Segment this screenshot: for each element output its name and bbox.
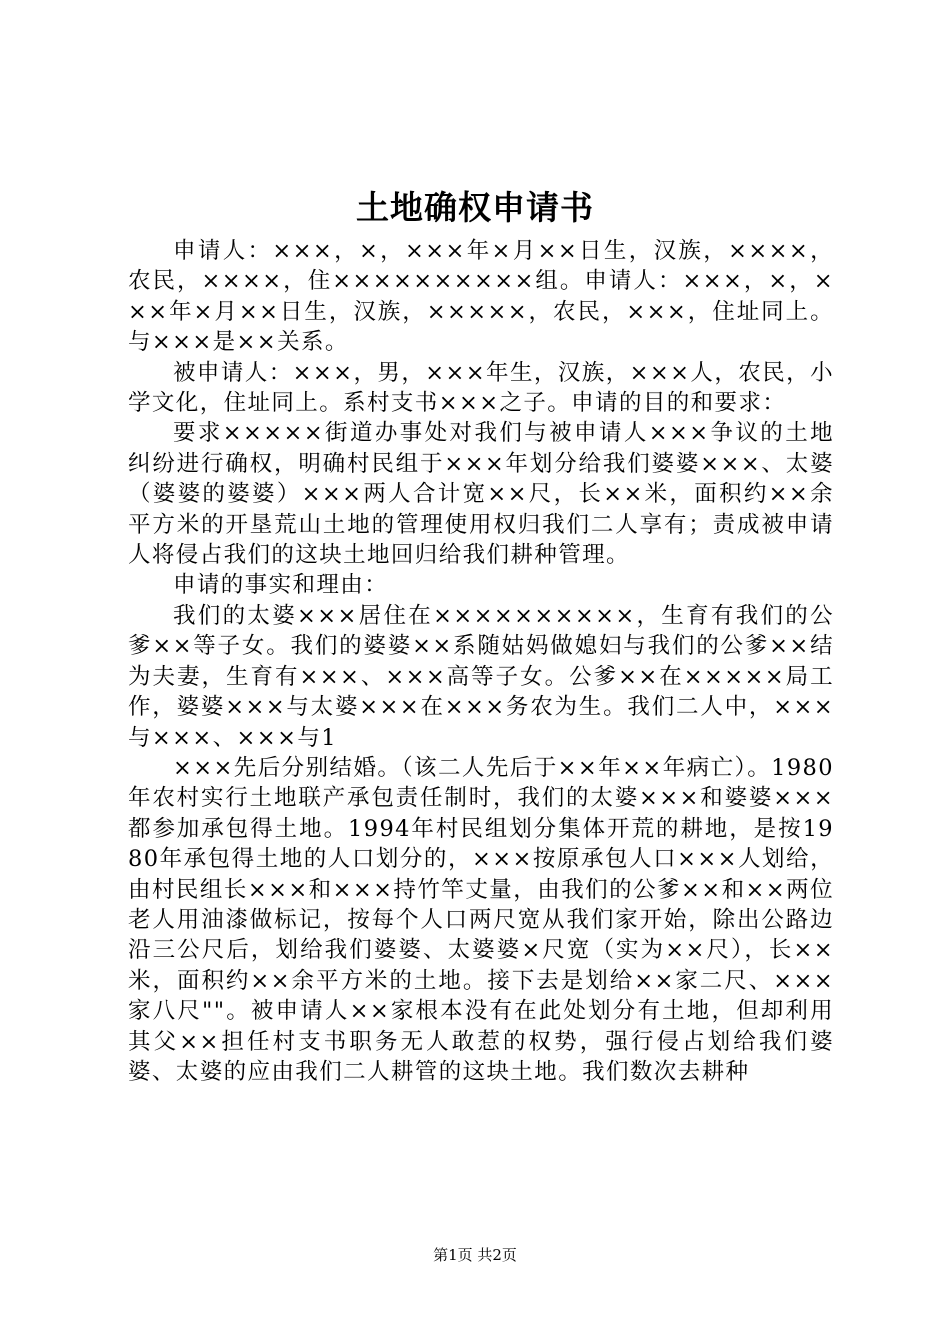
document-title: 土地确权申请书 [356,188,594,227]
paragraph-applicant: 申请人：×××，×，×××年×月××日生，汉族，××××，农民，××××，住××××××××××组。申请人：×××，×，×××年×月××日生，汉族，×××××，农民，×××，住址同上。与×××是××关系。 [128,238,834,356]
document-body [128,236,834,1087]
paragraph-facts-heading: 申请的事实和理由： [173,572,389,599]
paragraph-respondent: 被申请人：×××，男，×××年生，汉族，×××人，农民，小学文化，住址同上。系村支书×××之子。申请的目的和要求： [128,359,834,417]
paragraph-facts-1: 我们的太婆×××居住在××××××××××，生育有我们的公爹××等子女。我们的婆婆××系随姑妈做媳妇与我们的公爹××结为夫妻，生育有×××、×××高等子女。公爹××在×××××局工作，婆婆×××与太婆×××在×××务农为生。我们二人中，×××与×××、×××与1 [128,602,834,751]
page-number: 第1页 共2页 [433,1246,517,1264]
paragraph-requests: 要求×××××街道办事处对我们与被申请人×××争议的土地纠纷进行确权，明确村民组于×××年划分给我们婆婆×××、太婆（婆婆的婆婆）×××两人合计宽××尺，长××米，面积约××余平方米的开垦荒山土地的管理使用权归我们二人享有；责成被申请人将侵占我们的这块土地回归给我们耕种管理。 [128,420,834,569]
paragraph-facts-2: ×××先后分别结婚。（该二人先后于××年××年病亡）。1980年农村实行土地联产承包责任制时，我们的太婆×××和婆婆×××都参加承包得土地。1994年村民组划分集体开荒的耕地，是按1980年承包得土地的人口划分的，×××按原承包人口×××人划给，由村民组长×××和×××持竹竿丈量，由我们的公爹××和××两位老人用油漆做标记，按每个人口两尺宽从我们家开始，除出公路边沿三公尺后，划给我们婆婆、太婆婆×尺宽（实为××尺），长××米，面积约××余平方米的土地。接下去是划给××家二尺、×××家八尺""。被申请人××家根本没有在此处划分有土地，但却利用其父××担任村支书职务无人敢惹的权势，强行侵占划给我们婆婆、太婆的应由我们二人耕管的这块土地。我们数次去耕种 [128,754,834,1085]
page-footer [0,1244,950,1266]
